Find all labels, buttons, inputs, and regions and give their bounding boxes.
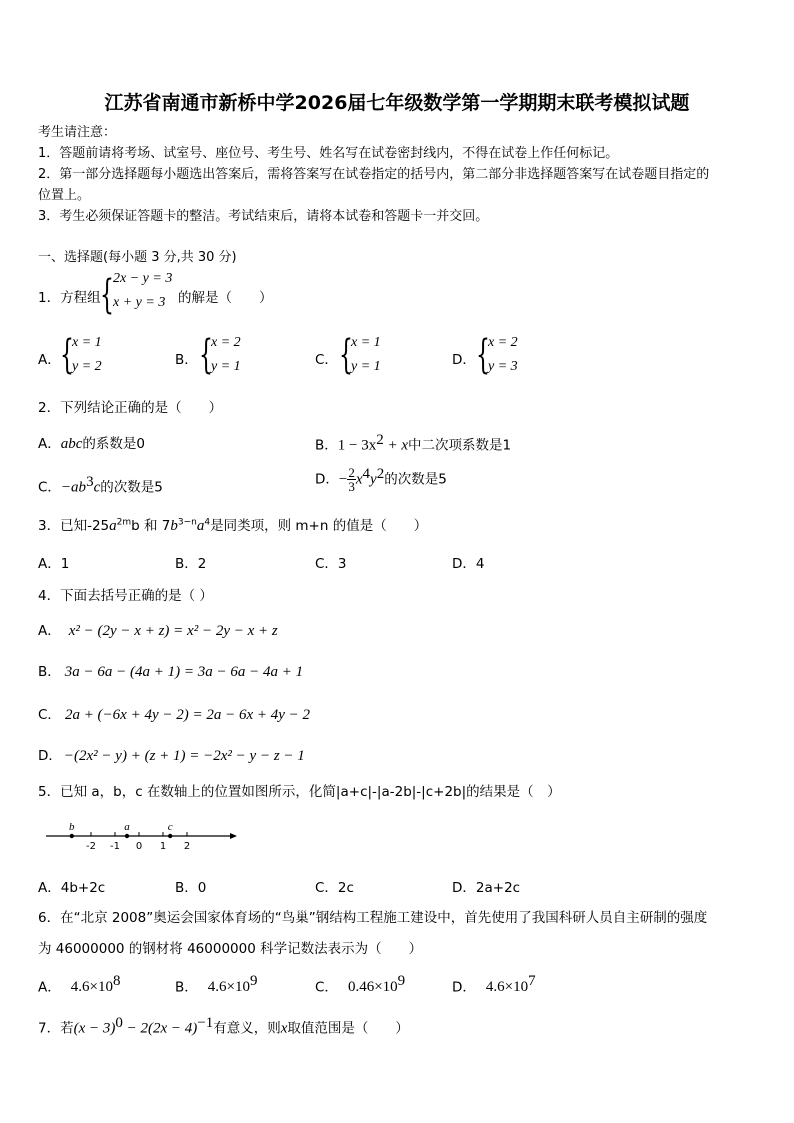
question-stem: 取值范围是（ ） [287, 1020, 409, 1037]
section-heading: 一、选择题(每小题 3 分,共 30 分) [38, 250, 237, 265]
option-text: 的次数是5 [100, 479, 163, 496]
option: D．2a+2c [452, 880, 521, 896]
option-label: D． [315, 471, 339, 488]
fraction-denominator: 3 [348, 479, 355, 494]
brace-icon: { [60, 332, 74, 378]
option-label: C． [38, 707, 61, 723]
question-stem: 5．已知 a，b，c 在数轴上的位置如图所示，化简|a+c|-|a-2b|-|c+2b|的结果是（ ） [38, 784, 561, 800]
number-line [40, 814, 240, 854]
option-label: D． [452, 352, 476, 368]
arrow-icon [230, 833, 237, 839]
option-label: C． [38, 479, 61, 496]
option-label: D． [452, 979, 476, 996]
option-eq: y = 2 [72, 359, 102, 374]
option-label: A． [38, 623, 61, 639]
option-math-sup: 8 [112, 973, 121, 989]
notice-line: 3．考生必须保证答题卡的整洁。考试结束后，请将本试卷和答题卡一并交回。 [38, 209, 489, 224]
option-math-sup: 9 [397, 973, 406, 989]
option-math: abc [60, 436, 83, 452]
stem-math-sup: −1 [197, 1015, 214, 1031]
tick-label: -2 [86, 841, 96, 852]
brace-icon: { [339, 332, 353, 378]
stem-math-sup: 2m [116, 517, 132, 528]
question-stem: b 和 7 [131, 518, 171, 534]
option-math: −(2x² − y) + (z + 1) = −2x² − y − z − 1 [63, 748, 305, 764]
option-math: 3a − 6a − (4a + 1) = 3a − 6a − 4a + 1 [64, 664, 304, 680]
option-text: 中二次项系数是1 [408, 437, 512, 454]
option-math-sup: 4 [362, 466, 371, 482]
fraction [347, 466, 356, 493]
option-label: A． [38, 979, 61, 996]
option: D．4 [452, 556, 485, 572]
option-math: − [338, 471, 348, 488]
option-label: B． [38, 664, 61, 680]
brace-icon: { [199, 332, 213, 378]
question-stem: 为 46000000 的钢材将 46000000 科学记数法表示为（ ） [38, 941, 423, 957]
option-math-sup: 7 [528, 973, 536, 989]
option-math: −ab [60, 479, 87, 496]
option-label: B． [315, 437, 338, 454]
option-math: 0.46×10 [347, 979, 398, 996]
notice-line: 位置上。 [38, 188, 91, 203]
fraction-numerator: 2 [348, 465, 355, 480]
point-label: c [167, 821, 173, 833]
option: A．1 [38, 556, 70, 572]
option-math: y [370, 471, 377, 488]
stem-math: x [280, 1020, 288, 1037]
point-a [125, 834, 129, 838]
option-text: 的次数是5 [384, 471, 447, 488]
tick-label: -1 [110, 841, 120, 852]
notice-line: 2．第一部分选择题每小题选出答案后，需将答案写在试卷指定的括号内，第二部分非选择题答案写在试卷题目指定的 [38, 167, 710, 182]
option-math: 4.6×10 [207, 979, 250, 996]
equation: 2x − y = 3 [113, 271, 173, 286]
question-stem: 2．下列结论正确的是（ ） [38, 400, 223, 416]
stem-math-sup: 4 [204, 517, 211, 528]
option-math: 4.6×10 [70, 979, 113, 996]
option-label: A． [38, 436, 61, 452]
option-eq: x = 2 [211, 335, 241, 350]
option-label: C． [315, 979, 338, 996]
option-label: A． [38, 352, 61, 368]
option-math: c [93, 479, 101, 496]
question-number: 1． [38, 290, 61, 306]
stem-math: a [109, 518, 117, 534]
option-math-sup: 9 [249, 973, 258, 989]
stem-math-sup: 0 [115, 1015, 123, 1031]
option-label: D． [38, 748, 62, 764]
option-label: C． [315, 352, 338, 368]
option-math: x² − (2y − x + z) = x² − 2y − x + z [68, 623, 278, 639]
stem-math: (x − 3) [73, 1020, 116, 1037]
page-title: 江苏省南通市新桥中学2026届七年级数学第一学期期末联考模拟试题 [104, 92, 690, 114]
option-math-sup: 2 [376, 466, 385, 482]
option: B．2 [175, 556, 207, 572]
point-c [168, 834, 172, 838]
option-math: x [355, 471, 363, 488]
option-eq: x = 1 [351, 335, 381, 350]
notice-line: 1．答题前请将考场、试室号、座位号、考生号、姓名写在试卷密封线内，不得在试卷上作任何标记。 [38, 146, 619, 161]
question-stem: 3．已知-25 [38, 518, 110, 534]
question-stem: 方程组 [60, 290, 101, 306]
option-eq: y = 3 [488, 359, 518, 374]
option-math: + x [383, 437, 409, 454]
option: A．4b+2c [38, 880, 106, 896]
question-stem: 4．下面去括号正确的是（ ） [38, 588, 213, 604]
point-label: a [124, 821, 130, 833]
question-stem: 7．若 [38, 1020, 74, 1037]
option-eq: x = 2 [488, 335, 518, 350]
option-math-sup: 3 [86, 474, 94, 490]
question-stem: 的解是（ ） [178, 290, 273, 306]
brace-icon: { [100, 272, 114, 318]
option-math: 4.6×10 [485, 979, 529, 996]
option: C．2c [315, 880, 354, 896]
option-eq: x = 1 [72, 335, 102, 350]
point-b [70, 834, 74, 838]
option-text: 的系数是0 [82, 436, 146, 452]
stem-math-sup: 3−n [177, 517, 197, 528]
stem-math: a [196, 518, 205, 534]
tick-label: 0 [135, 841, 143, 852]
stem-math: − 2(2x − 4) [122, 1020, 198, 1037]
option-label: B． [175, 979, 198, 996]
question-stem: 有意义，则 [213, 1020, 281, 1037]
equation: x + y = 3 [113, 295, 166, 310]
tick-label: 2 [183, 841, 191, 852]
option-math: 1 − 3x [337, 437, 377, 454]
stem-math: b [170, 518, 178, 534]
option: B．0 [175, 880, 207, 896]
option-eq: y = 1 [351, 359, 381, 374]
option-eq: y = 1 [211, 359, 241, 374]
option-math: 2a + (−6x + 4y − 2) = 2a − 6x + 4y − 2 [64, 707, 311, 723]
tick-label: 1 [159, 841, 167, 852]
option-math-sup: 2 [376, 432, 384, 448]
option-label: B． [175, 352, 198, 368]
brace-icon: { [476, 332, 490, 378]
question-stem: 是同类项，则 m+n 的值是（ ） [210, 518, 428, 534]
option: C．3 [315, 556, 347, 572]
question-stem: 6．在“北京 2008”奥运会国家体育场的“鸟巢”钢结构工程施工建设中，首先使用了我国科研人员自主研制的强度 [38, 910, 708, 926]
notice-heading: 考生请注意： [38, 125, 117, 140]
point-label: b [69, 821, 75, 833]
